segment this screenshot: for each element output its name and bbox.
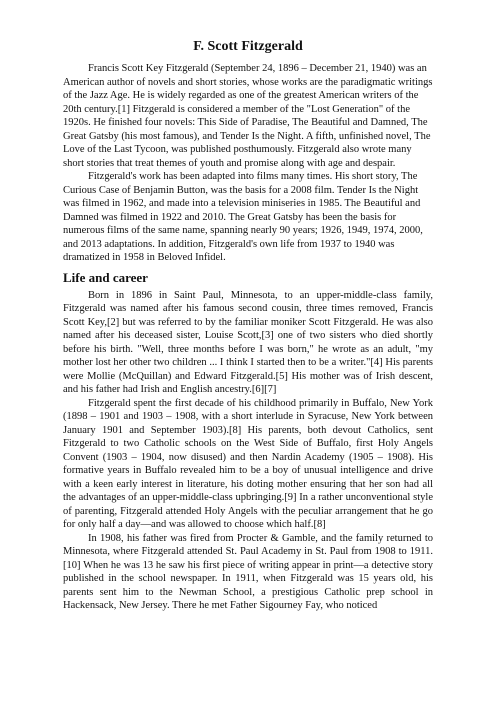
- body-paragraph: Fitzgerald spent the first decade of his childhood primarily in Buffalo, New York (1898 – 1901 and 1903 – 1908, with a short interlude in Syracuse, New York between January 1901 and September 1903).[8] His parents, both devout Catholics, sent Fitzgerald to two Catholic schools on the West Side of Buffalo, first Holy Angels Convent (1903 – 1904, now disused) and then Nardin Academy (1905 – 1908). His formative years in Buffalo revealed him to be a boy of unusual intelligence and drive with a keen early interest in literature, his doting mother ensuring that her son had all the advantages of an upper-middle-class upbringing.[9] In a rather unconventional style of parenting, Fitzgerald attended Holy Angels with the peculiar arrangement that he go for only half a day—and was allowed to choose which half.[8]: [63, 397, 433, 530]
- section-heading: Life and career: [63, 269, 148, 285]
- intro-section: [63, 62, 433, 265]
- document-title: F. Scott Fitzgerald: [193, 39, 303, 54]
- body-paragraph: In 1908, his father was fired from Procter & Gamble, and the family returned to Minnesota, where Fitzgerald attended St. Paul Academy in St. Paul from 1908 to 1911.[10] When he was 13 he saw his first piece of writing appear in print—a detective story published in the school newspaper. In 1911, when Fitzgerald was 15 years old, his parents sent him to the Newman School, a prestigious Catholic prep school in Hackensack, New Jersey. There he met Father Sigourney Fay, who noticed: [63, 532, 433, 611]
- intro-paragraph: Fitzgerald's work has been adapted into films many times. His short story, The Curious Case of Benjamin Button, was the basis for a 2008 film. Tender Is the Night was filmed in 1962, and made into a television miniseries in 1985. The Beautiful and Damned was filmed in 1922 and 2010. The Great Gatsby has been the basis for numerous films of the same name, spanning nearly 90 years; 1926, 1949, 1974, 2000, and 2013 adaptations. In addition, Fitzgerald's own life from 1937 to 1940 was dramatized in 1958 in Beloved Infidel.: [63, 171, 423, 263]
- life-career-section: [63, 289, 433, 613]
- intro-paragraph: Francis Scott Key Fitzgerald (September 24, 1896 – December 21, 1940) was an American author of novels and short stories, whose works are the paradigmatic writings of the Jazz Age. He is widely regarded as one of the greatest American writers of the 20th century.[1] Fitzgerald is considered a member of the "Lost Generation" of the 1920s. He finished four novels: This Side of Paradise, The Beautiful and Damned, The Great Gatsby (his most famous), and Tender Is the Night. A fifth, unfinished novel, The Love of the Last Tycoon, was published posthumously. Fitzgerald also wrote many short stories that treat themes of youth and promise along with age and despair.: [63, 63, 433, 169]
- body-paragraph: Born in 1896 in Saint Paul, Minnesota, to an upper-middle-class family, Fitzgerald was named after his famous second cousin, three times removed, Francis Scott Key,[2] but was referred to by the familiar moniker Scott Fitzgerald. He was also named after his deceased sister, Louise Scott,[3] one of two sisters who died shortly before his birth. "Well, three months before I was born," he wrote as an adult, "my mother lost her other two children ... I think I started then to be a writer."[4] His parents were Mollie (McQuillan) and Edward Fitzgerald.[5] His mother was of Irish descent, and his father had Irish and English ancestry.[6][7]: [63, 289, 433, 395]
